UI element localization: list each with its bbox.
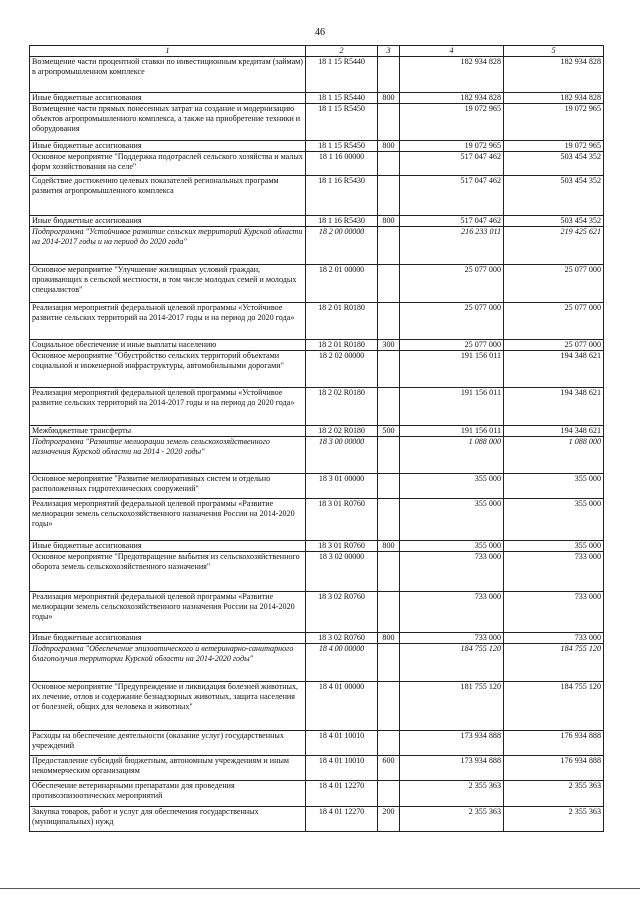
row-amount-col5: 19 072 965: [504, 141, 604, 152]
row-amount-col5: 194 348 621: [504, 388, 604, 426]
table-row: [30, 141, 604, 152]
row-code: 18 4 00 00000: [306, 644, 378, 682]
row-amount-col5: 194 348 621: [504, 351, 604, 388]
row-amount-col4: 216 233 011: [400, 227, 504, 265]
row-amount-col4: 355 000: [400, 541, 504, 552]
row-code: 18 1 16 R5430: [306, 176, 378, 216]
header-col-1: 1: [30, 46, 306, 57]
row-expense-type: [378, 104, 400, 141]
table-row: [30, 644, 604, 682]
table-row: [30, 57, 604, 93]
row-amount-col5: 2 355 363: [504, 807, 604, 832]
row-code: 18 2 01 R0180: [306, 340, 378, 351]
row-name: Реализация мероприятий федеральной целевой программы «Развитие мелиорации земель сельскохозяйственного назначения России на 2014-2020 годы»: [30, 592, 306, 633]
row-code: 18 1 15 R5440: [306, 57, 378, 93]
table-row: [30, 340, 604, 351]
table-row: [30, 216, 604, 227]
row-amount-col5: 219 425 621: [504, 227, 604, 265]
row-name: Реализация мероприятий федеральной целевой программы «Развитие мелиорации земель сельскохозяйственного назначения России на 2014-2020 годы»: [30, 499, 306, 541]
row-expense-type: [378, 552, 400, 592]
row-name: Основное мероприятие "Развитие мелиоративных систем и отдельно расположенных гидротехнических сооружений": [30, 474, 306, 499]
table-row: [30, 474, 604, 499]
row-code: 18 1 15 R5440: [306, 93, 378, 104]
row-amount-col5: 2 355 363: [504, 781, 604, 807]
row-expense-type: [378, 644, 400, 682]
row-code: 18 1 16 00000: [306, 152, 378, 176]
row-amount-col4: 517 047 462: [400, 176, 504, 216]
table-row: [30, 351, 604, 388]
row-expense-type: [378, 351, 400, 388]
row-name: Реализация мероприятий федеральной целевой программы «Устойчивое развитие сельских территорий на 2014-2017 годы и на период до 2020 года»: [30, 303, 306, 340]
row-expense-type: [378, 682, 400, 731]
table-row: [30, 176, 604, 216]
row-name: Подпрограмма "Обеспечение эпизоотического и ветеринарно-санитарного благополучия территории Курской области на 2014-2020 годы": [30, 644, 306, 682]
row-code: 18 2 02 R0180: [306, 426, 378, 437]
table-row: [30, 781, 604, 807]
row-amount-col4: 355 000: [400, 499, 504, 541]
row-expense-type: [378, 437, 400, 474]
row-name: Иные бюджетные ассигнования: [30, 93, 306, 104]
header-col-4: 4: [400, 46, 504, 57]
row-amount-col5: 194 348 621: [504, 426, 604, 437]
row-expense-type: 800: [378, 541, 400, 552]
table-row: [30, 682, 604, 731]
row-amount-col4: 182 934 828: [400, 57, 504, 93]
row-expense-type: [378, 303, 400, 340]
row-expense-type: [378, 176, 400, 216]
row-amount-col5: 503 454 352: [504, 152, 604, 176]
row-expense-type: [378, 474, 400, 499]
row-code: 18 3 02 R0760: [306, 633, 378, 644]
row-code: 18 3 02 R0760: [306, 592, 378, 633]
row-expense-type: [378, 592, 400, 633]
table-row: [30, 93, 604, 104]
row-expense-type: 200: [378, 807, 400, 832]
footer-line: [0, 888, 640, 889]
row-code: 18 3 01 00000: [306, 474, 378, 499]
table-row: [30, 437, 604, 474]
header-col-3: 3: [378, 46, 400, 57]
row-name: Предоставление субсидий бюджетным, автономным учреждениям и иным некоммерческим организациям: [30, 756, 306, 781]
row-amount-col4: 25 077 000: [400, 265, 504, 303]
row-amount-col4: 25 077 000: [400, 340, 504, 351]
row-expense-type: 800: [378, 216, 400, 227]
row-amount-col5: 25 077 000: [504, 340, 604, 351]
row-amount-col4: 355 000: [400, 474, 504, 499]
row-expense-type: [378, 781, 400, 807]
row-amount-col5: 355 000: [504, 474, 604, 499]
row-amount-col4: 517 047 462: [400, 152, 504, 176]
row-amount-col4: 2 355 363: [400, 807, 504, 832]
row-amount-col5: 503 454 352: [504, 176, 604, 216]
row-name: Межбюджетные трансферты: [30, 426, 306, 437]
row-code: 18 2 02 00000: [306, 351, 378, 388]
row-expense-type: 800: [378, 141, 400, 152]
table-body: [30, 57, 604, 832]
table-row: [30, 731, 604, 756]
row-amount-col5: 733 000: [504, 633, 604, 644]
row-name: Возмещение части процентной ставки по инвестиционным кредитам (займам) в агропромышленном комплексе: [30, 57, 306, 93]
row-code: 18 4 01 10010: [306, 756, 378, 781]
table-row: [30, 227, 604, 265]
row-name: Возмещение части прямых понесенных затрат на создание и модернизацию объектов агропромышленного комплекса, а также на приобретение техники и оборудования: [30, 104, 306, 141]
row-code: 18 4 01 00000: [306, 682, 378, 731]
row-code: 18 3 00 00000: [306, 437, 378, 474]
row-amount-col4: 733 000: [400, 633, 504, 644]
row-code: 18 3 01 R0760: [306, 541, 378, 552]
row-expense-type: [378, 57, 400, 93]
row-expense-type: [378, 227, 400, 265]
row-amount-col4: 173 934 888: [400, 756, 504, 781]
row-amount-col4: 733 000: [400, 552, 504, 592]
table-row: [30, 633, 604, 644]
row-expense-type: [378, 152, 400, 176]
row-expense-type: [378, 731, 400, 756]
row-name: Основное мероприятие "Предупреждение и ликвидация болезней животных, их лечение, отлов и содержание безнадзорных животных, защита населения от болезней, общих для человека и животных": [30, 682, 306, 731]
row-name: Закупка товаров, работ и услуг для обеспечения государственных (муниципальных) нужд: [30, 807, 306, 832]
row-amount-col5: 19 072 965: [504, 104, 604, 141]
row-amount-col4: 173 934 888: [400, 731, 504, 756]
row-expense-type: 600: [378, 756, 400, 781]
row-code: 18 2 01 00000: [306, 265, 378, 303]
row-name: Основное мероприятие "Улучшение жилищных условий граждан, проживающих в сельской местности, в том числе молодых семей и молодых специалистов": [30, 265, 306, 303]
row-code: 18 1 15 R5450: [306, 141, 378, 152]
row-name: Подпрограмма "Развитие мелиорации земель сельскохозяйственного назначения Курской области на 2014 - 2020 годы": [30, 437, 306, 474]
row-expense-type: [378, 388, 400, 426]
row-name: Обеспечение ветеринарными препаратами для проведения противоэпизоотических мероприятий: [30, 781, 306, 807]
budget-table: [29, 45, 604, 832]
row-expense-type: [378, 265, 400, 303]
table-row: [30, 541, 604, 552]
table-row: [30, 807, 604, 832]
table-row: [30, 265, 604, 303]
row-amount-col5: 1 088 000: [504, 437, 604, 474]
row-amount-col4: 1 088 000: [400, 437, 504, 474]
row-amount-col4: 733 000: [400, 592, 504, 633]
header-col-5: 5: [504, 46, 604, 57]
row-amount-col5: 25 077 000: [504, 303, 604, 340]
row-name: Иные бюджетные ассигнования: [30, 541, 306, 552]
row-name: Основное мероприятие "Предотвращение выбытия из сельскохозяйственного оборота земель сельскохозяйственного назначения": [30, 552, 306, 592]
row-expense-type: 800: [378, 633, 400, 644]
table-row: [30, 756, 604, 781]
table-row: [30, 426, 604, 437]
row-amount-col4: 517 047 462: [400, 216, 504, 227]
table-row: [30, 552, 604, 592]
row-code: 18 2 02 R0180: [306, 388, 378, 426]
table-row: [30, 104, 604, 141]
row-name: Социальное обеспечение и иные выплаты населению: [30, 340, 306, 351]
row-amount-col4: 191 156 011: [400, 388, 504, 426]
header-row: [30, 46, 604, 57]
row-amount-col5: 25 077 000: [504, 265, 604, 303]
row-name: Иные бюджетные ассигнования: [30, 633, 306, 644]
row-amount-col5: 733 000: [504, 592, 604, 633]
table-row: [30, 388, 604, 426]
row-amount-col5: 355 000: [504, 499, 604, 541]
row-amount-col4: 191 156 011: [400, 426, 504, 437]
row-amount-col5: 182 934 828: [504, 93, 604, 104]
row-amount-col5: 182 934 828: [504, 57, 604, 93]
row-amount-col5: 733 000: [504, 552, 604, 592]
header-col-2: 2: [306, 46, 378, 57]
row-expense-type: [378, 499, 400, 541]
row-amount-col4: 182 934 828: [400, 93, 504, 104]
row-name: Подпрограмма "Устойчивое развитие сельских территорий Курской области на 2014-2017 годы и на период до 2020 года": [30, 227, 306, 265]
row-amount-col4: 181 755 120: [400, 682, 504, 731]
row-expense-type: 800: [378, 93, 400, 104]
row-amount-col4: 2 355 363: [400, 781, 504, 807]
row-amount-col5: 503 454 352: [504, 216, 604, 227]
row-code: 18 4 01 12270: [306, 781, 378, 807]
table-row: [30, 499, 604, 541]
page-number: 46: [315, 27, 325, 38]
row-amount-col4: 25 077 000: [400, 303, 504, 340]
table-row: [30, 303, 604, 340]
row-amount-col4: 184 755 120: [400, 644, 504, 682]
row-code: 18 4 01 10010: [306, 731, 378, 756]
row-amount-col4: 191 156 011: [400, 351, 504, 388]
row-amount-col4: 19 072 965: [400, 104, 504, 141]
row-name: Содействие достижению целевых показателей региональных программ развития агропромышленного комплекса: [30, 176, 306, 216]
row-amount-col5: 184 755 120: [504, 644, 604, 682]
row-amount-col5: 184 755 120: [504, 682, 604, 731]
row-code: 18 3 02 00000: [306, 552, 378, 592]
row-expense-type: 500: [378, 426, 400, 437]
row-amount-col5: 355 000: [504, 541, 604, 552]
row-amount-col5: 176 934 888: [504, 756, 604, 781]
row-amount-col5: 176 934 888: [504, 731, 604, 756]
row-amount-col4: 19 072 965: [400, 141, 504, 152]
row-code: 18 2 00 00000: [306, 227, 378, 265]
row-code: 18 1 15 R5450: [306, 104, 378, 141]
row-code: 18 3 01 R0760: [306, 499, 378, 541]
row-name: Основное мероприятие "Обустройство сельских территорий объектами социальной и инженерной инфраструктуры, автомобильными дорогами": [30, 351, 306, 388]
row-name: Расходы на обеспечение деятельности (оказание услуг) государственных учреждений: [30, 731, 306, 756]
row-name: Иные бюджетные ассигнования: [30, 141, 306, 152]
table-row: [30, 592, 604, 633]
row-code: 18 4 01 12270: [306, 807, 378, 832]
row-name: Иные бюджетные ассигнования: [30, 216, 306, 227]
row-code: 18 1 16 R5430: [306, 216, 378, 227]
row-expense-type: 300: [378, 340, 400, 351]
table-row: [30, 152, 604, 176]
row-name: Реализация мероприятий федеральной целевой программы «Устойчивое развитие сельских территорий на 2014-2017 годы и на период до 2020 года»: [30, 388, 306, 426]
row-code: 18 2 01 R0180: [306, 303, 378, 340]
row-name: Основное мероприятие "Поддержка подотраслей сельского хозяйства и малых форм хозяйствования на селе": [30, 152, 306, 176]
